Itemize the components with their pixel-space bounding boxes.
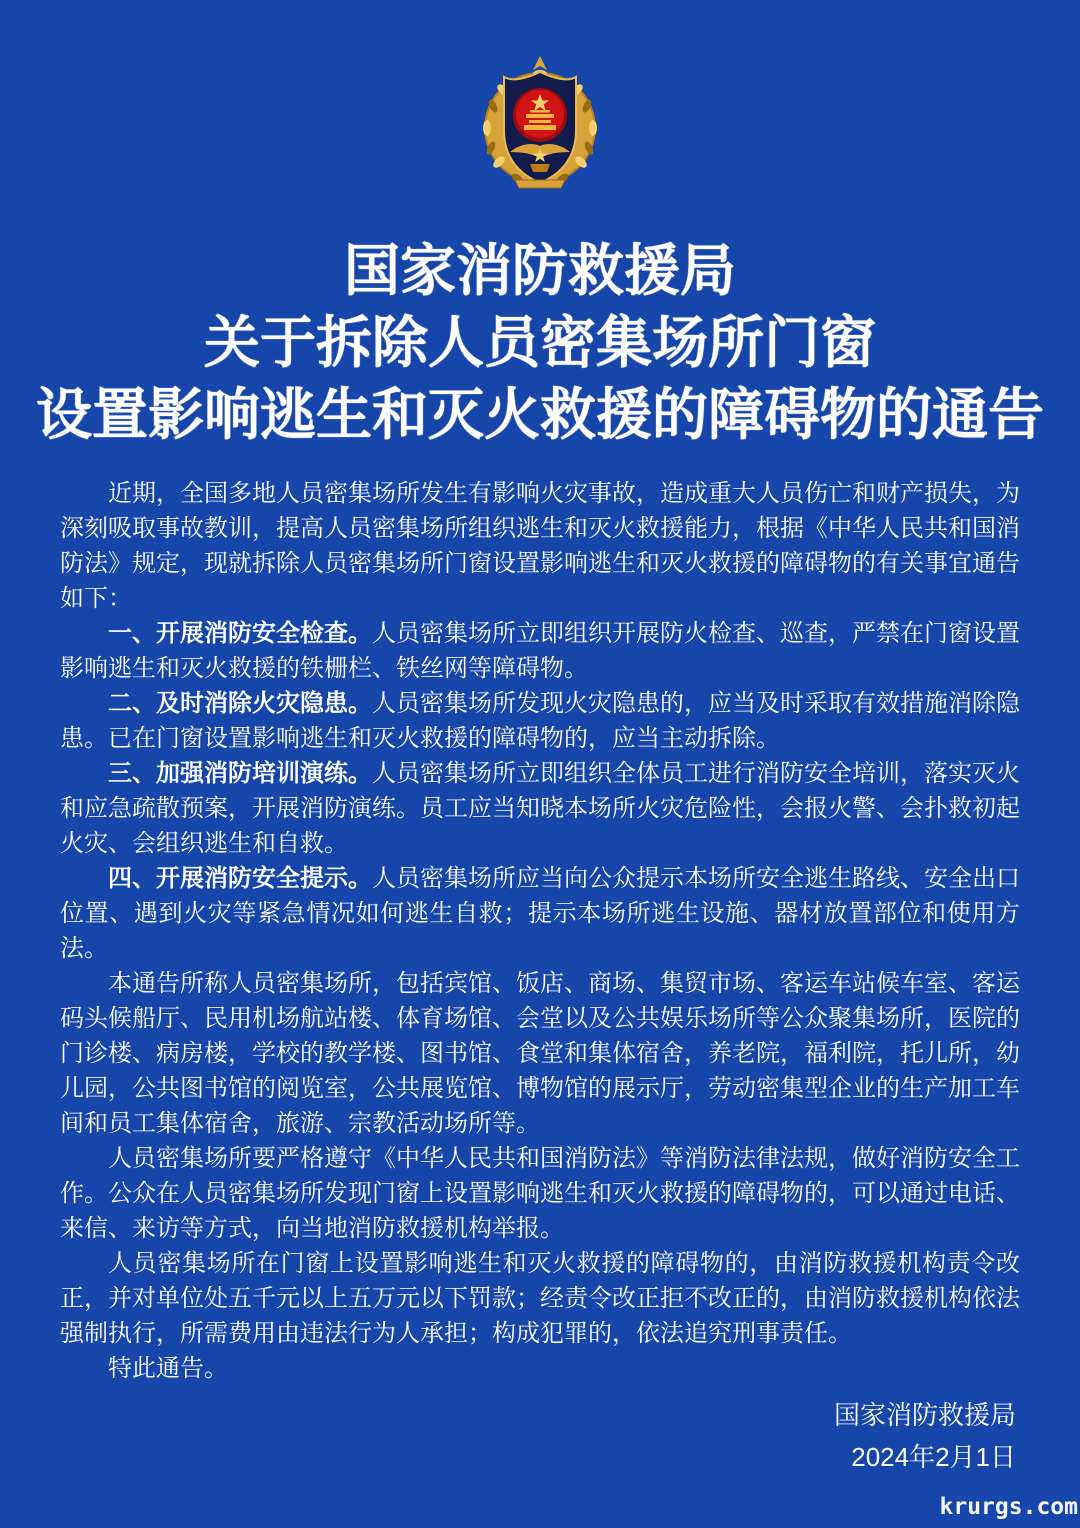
title-line-1: 国家消防救援局 — [344, 241, 736, 303]
notice-paragraph — [60, 616, 1020, 686]
notice-paragraph — [60, 756, 1020, 861]
fire-rescue-emblem-icon — [477, 54, 603, 194]
signature-block — [834, 1394, 1016, 1478]
fire-rescue-emblem-svg — [477, 54, 603, 194]
paragraph-text: 人员密集场所发现火灾隐患的，应当及时采取有效措施消除隐患。已在门窗设置影响逃生和灭火救援的障碍物的，应当主动拆除。 — [60, 690, 1020, 752]
title-line-3: 设置影响逃生和灭火救援的障碍物的通告 — [36, 385, 1044, 447]
paragraph-text: 本通告所称人员密集场所，包括宾馆、饭店、商场、集贸市场、客运车站候车室、客运码头候船厅、民用机场航站楼、体育场馆、会堂以及公共娱乐场所等公众聚集场所，医院的门诊楼、病房楼，学校的教学楼、图书馆、食堂和集体宿舍，养老院，福利院，托儿所，幼儿园，公共图书馆的阅览室，公共展览馆、博物馆的展示厅，劳动密集型企业的生产加工车间和员工集体宿舍，旅游、宗教活动场所等。 — [60, 970, 1020, 1137]
notice-paragraph — [60, 861, 1020, 966]
notice-paragraph — [60, 966, 1020, 1141]
notice-paragraph — [60, 1141, 1020, 1246]
notice-body — [60, 476, 1020, 1386]
paragraph-lead: 三、加强消防培训演练。 — [108, 760, 372, 787]
paragraph-text: 特此通告。 — [108, 1355, 228, 1382]
notice-paragraph — [60, 686, 1020, 756]
paragraph-text: 人员密集场所立即组织开展防火检查、巡查，严禁在门窗设置影响逃生和灭火救援的铁栅栏、铁丝网等障碍物。 — [60, 620, 1020, 682]
paragraph-text: 人员密集场所在门窗上设置影响逃生和灭火救援的障碍物的，由消防救援机构责令改正，并对单位处五千元以上五万元以下罚款；经责令改正拒不改正的，由消防救援机构依法强制执行，所需费用由违法行为人承担；构成犯罪的，依法追究刑事责任。 — [60, 1250, 1020, 1347]
watermark: krurgs.com — [939, 1494, 1078, 1520]
signature-org: 国家消防救援局 — [833, 1400, 1016, 1430]
title-line-2: 关于拆除人员密集场所门窗 — [204, 313, 876, 375]
paragraph-lead: 四、开展消防安全提示。 — [108, 865, 372, 892]
paragraph-text: 人员密集场所要严格遵守《中华人民共和国消防法》等消防法律法规，做好消防安全工作。公众在人员密集场所发现门窗上设置影响逃生和灭火救援的障碍物的，可以通过电话、来信、来访等方式，向当地消防救援机构举报。 — [60, 1145, 1020, 1242]
paragraph-text: 近期，全国多地人员密集场所发生有影响火灾事故，造成重大人员伤亡和财产损失，为深刻吸取事故教训，提高人员密集场所组织逃生和灭火救援能力，根据《中华人民共和国消防法》规定，现就拆除人员密集场所门窗设置影响逃生和灭火救援的障碍物的有关事宜通告如下： — [60, 480, 1020, 612]
notice-paragraph — [60, 1246, 1020, 1351]
notice-paragraph — [60, 476, 1020, 616]
paragraph-lead: 一、开展消防安全检查。 — [108, 620, 372, 647]
paragraph-text: 人员密集场所立即组织全体员工进行消防安全培训，落实灭火和应急疏散预案，开展消防演练。员工应当知晓本场所火灾危险性，会报火警、会扑救初起火灾、会组织逃生和自救。 — [60, 760, 1020, 857]
signature-date: 2024年2月1日 — [851, 1442, 1016, 1472]
notice-paragraph — [60, 1351, 1020, 1386]
paragraph-lead: 二、及时消除火灾隐患。 — [108, 690, 372, 717]
notice-title — [0, 236, 1080, 452]
paragraph-text: 人员密集场所应当向公众提示本场所安全逃生路线、安全出口位置、遇到火灾等紧急情况如何逃生自救；提示本场所逃生设施、器材放置部位和使用方法。 — [60, 865, 1020, 962]
